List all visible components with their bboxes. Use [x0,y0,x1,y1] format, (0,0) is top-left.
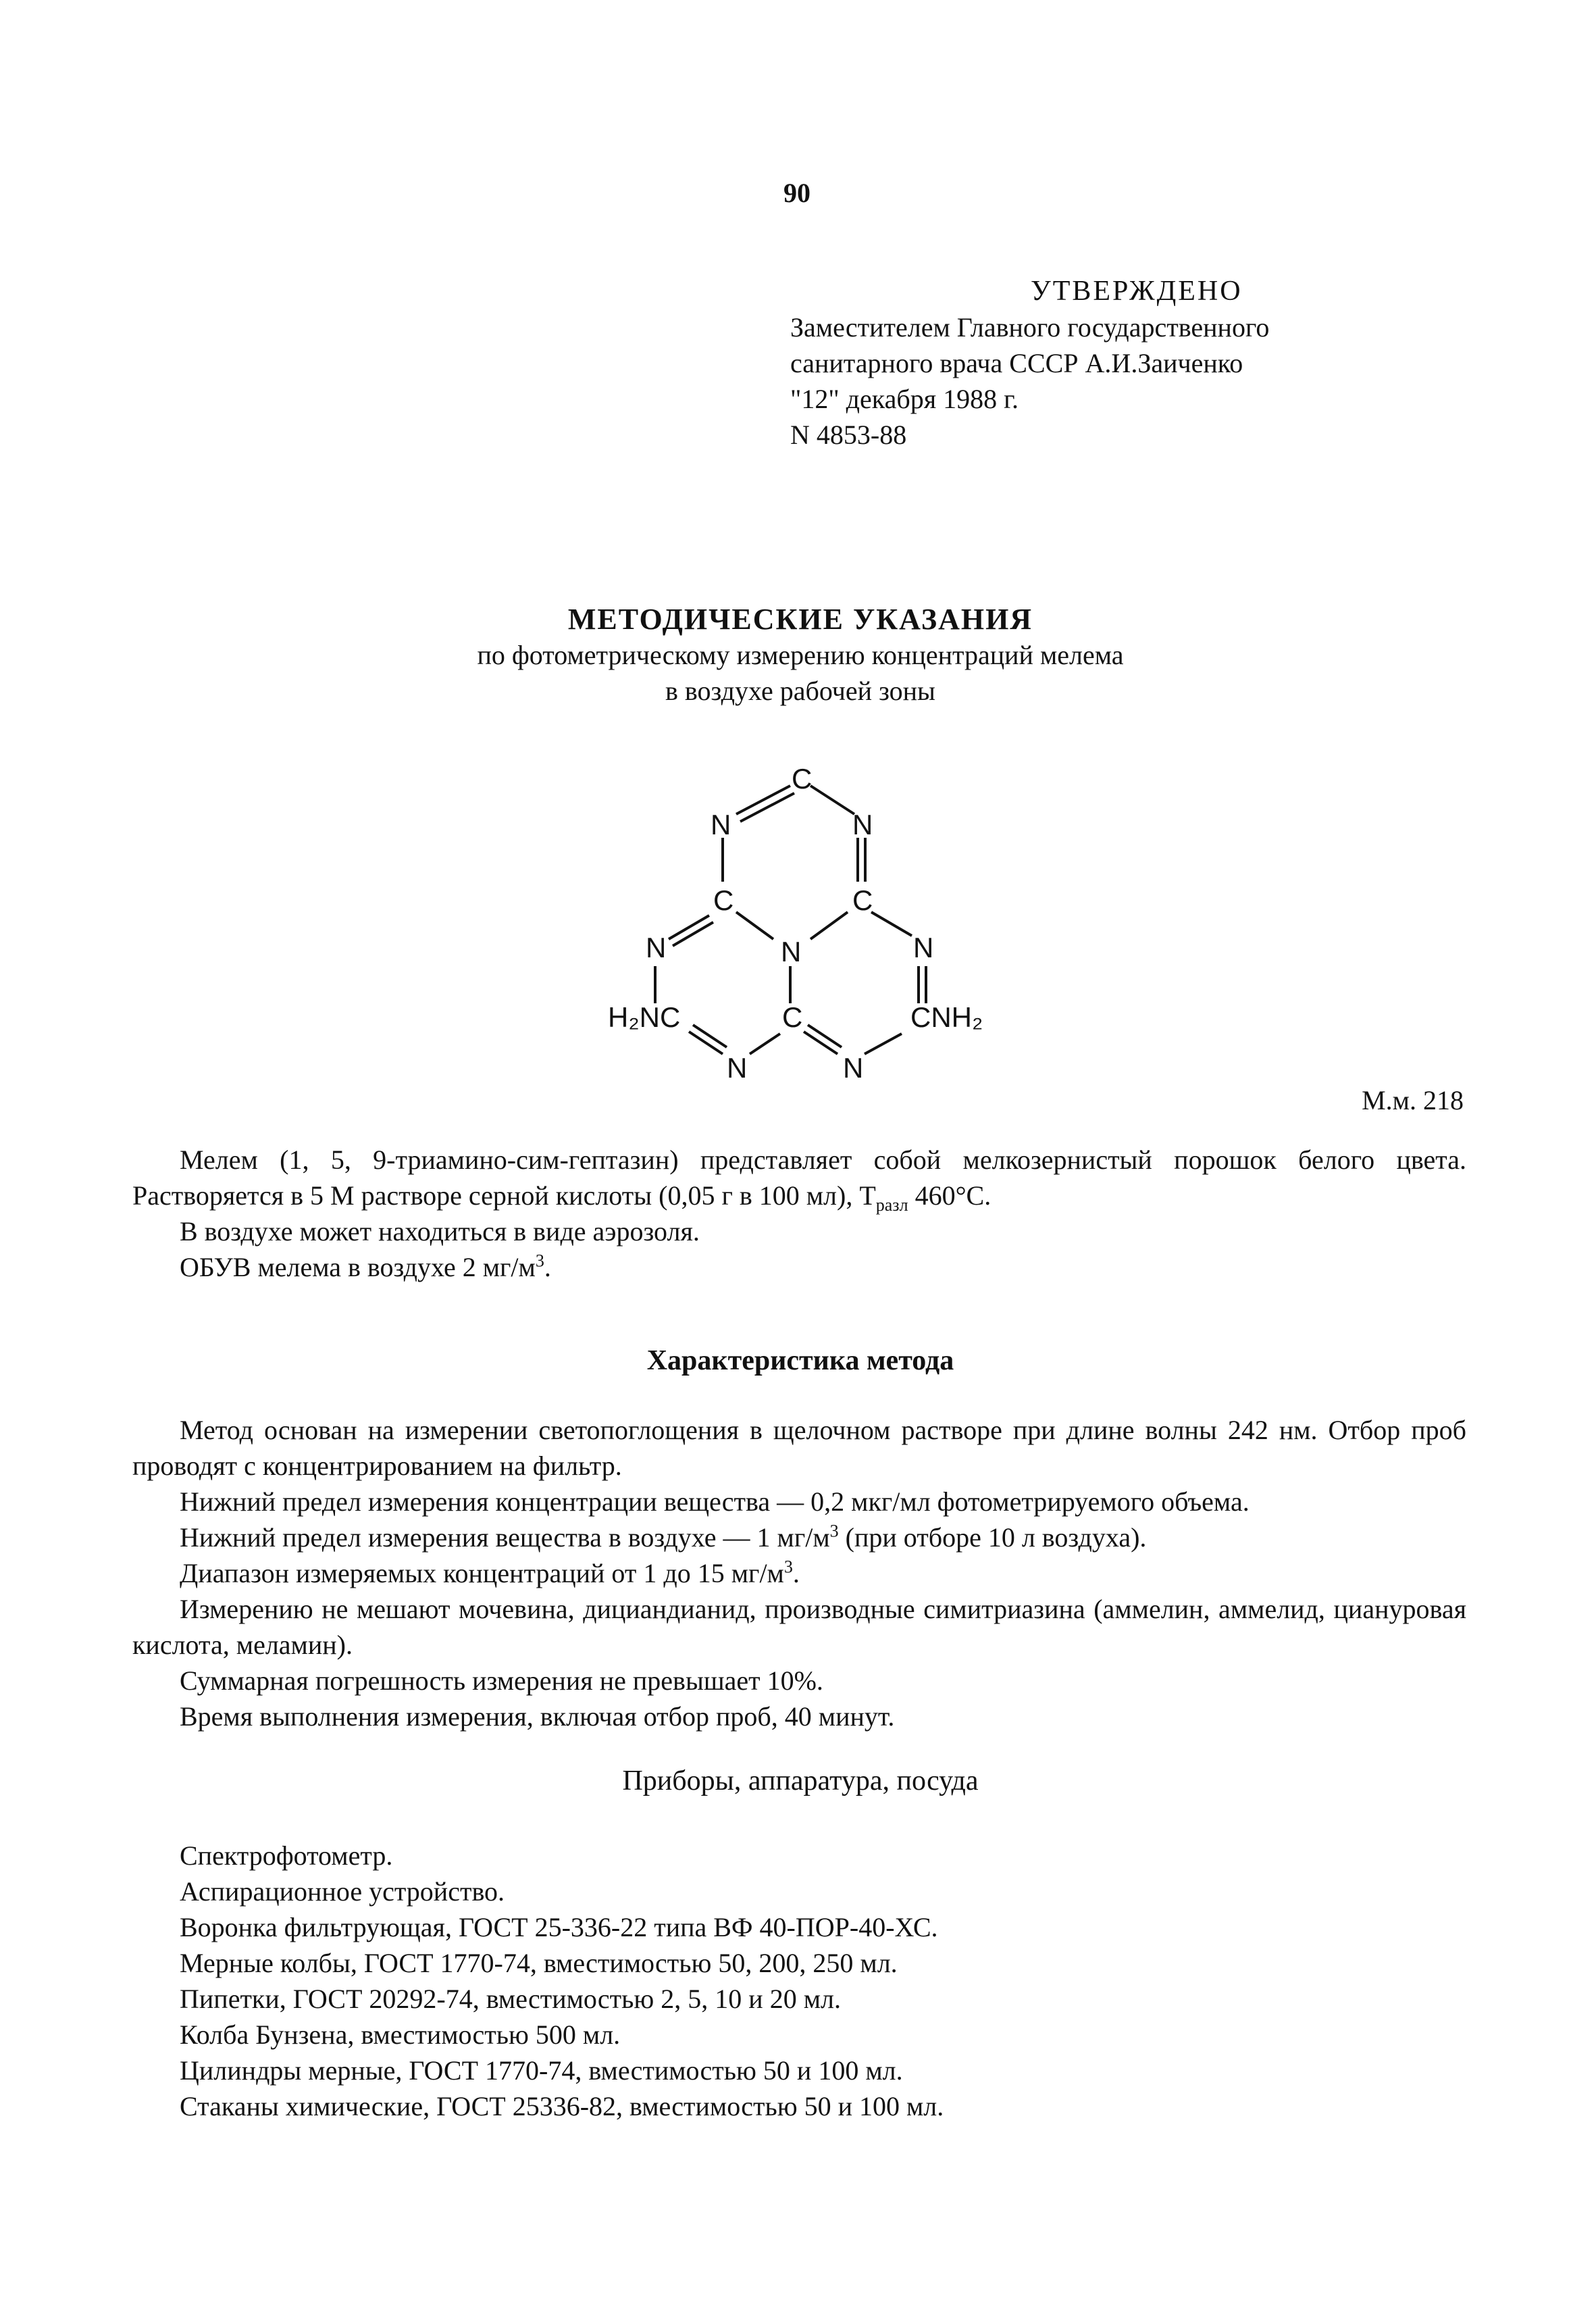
description-paragraph [132,1249,1466,1285]
structure-atoms [608,763,983,1084]
title-subtitle: по фотометрическому измерению концентраций мелема [477,640,1124,670]
approval-number: N 4853-88 [790,420,907,450]
method-paragraph [132,1519,1466,1555]
paragraph-text: (при отборе 10 л воздуха). [838,1522,1147,1553]
atom-label: N [646,932,667,963]
approval-line: Заместителем Главного государственного [790,312,1270,343]
approval-line: санитарного врача СССР А.И.Заиченко [790,348,1243,378]
equipment-heading: Приборы, аппаратура, посуда [622,1765,979,1796]
equipment-item: Пипетки, ГОСТ 20292-74, вместимостью 2, 5, 10 и 20 мл. [180,1984,841,2014]
molar-mass: М.м. 218 [1362,1085,1464,1115]
description-paragraph [132,1142,1466,1213]
atom-label: N [852,809,873,840]
bond [808,1025,842,1047]
bond [810,786,854,814]
method-paragraph: Метод основан на измерении светопоглощения в щелочном растворе при длине волны 242 нм. Отбор проб проводят с концентрированием на фильтр. [132,1415,1466,1481]
atom-label: C [782,1001,803,1033]
atom-label: N [727,1052,748,1084]
approval-block [790,274,1466,453]
atom-label: C [792,763,813,795]
document-title [270,601,1331,709]
bond [804,1032,838,1054]
superscript: 3 [829,1521,839,1541]
page-number: 90 [783,178,810,208]
bond [871,912,912,936]
atom-label: N [711,809,731,840]
equipment-item: Мерные колбы, ГОСТ 1770-74, вместимостью 50, 200, 250 мл. [180,1948,898,1978]
method-paragraph: Время выполнения измерения, включая отбор проб, 40 минут. [180,1701,895,1732]
equipment-item: Спектрофотометр. [180,1840,393,1871]
method-paragraph: Суммарная погрешность измерения не превышает 10%. [180,1665,823,1696]
approval-stamp: УТВЕРЖДЕНО [1031,276,1243,307]
paragraph-text: ОБУВ мелема в воздухе 2 мг/м [180,1252,536,1282]
superscript: 3 [535,1251,544,1271]
method-paragraph: Нижний предел измерения концентрации вещества — 0,2 мкг/мл фотометрируемого объема. [180,1486,1250,1517]
superscript: 3 [783,1557,793,1577]
structure-diagram [588,753,1047,1105]
paragraph-text: . [792,1558,800,1588]
atom-label: C [713,884,734,916]
method-paragraph [132,1555,1466,1591]
atom-label: N [781,936,802,967]
atom-label: H₂NC [608,1001,681,1033]
atom-label: N [913,932,934,963]
approval-date: "12" декабря 1988 г. [790,384,1019,414]
paragraph-text: Нижний предел измерения вещества в воздухе — 1 мг/м [180,1522,830,1553]
melem-structure-formula [588,753,1047,1105]
bond [693,1025,727,1047]
description-paragraph: В воздухе может находиться в виде аэрозоля. [180,1216,700,1247]
method-section [132,1412,1466,1734]
atom-label: CNH₂ [910,1001,983,1033]
paragraph-text: Диапазон измеряемых концентраций от 1 до 15 мг/м [180,1558,784,1588]
equipment-list [180,1838,1463,2124]
title-main: МЕТОДИЧЕСКИЕ УКАЗАНИЯ [567,603,1033,636]
atom-label: N [843,1052,864,1084]
method-paragraph: Измерению не мешают мочевина, дициандианид, производные симитриазина (аммелин, аммелид, циануровая кислота, меламин). [132,1594,1466,1660]
equipment-item: Стаканы химические, ГОСТ 25336-82, вместимостью 50 и 100 мл. [180,2091,944,2121]
equipment-item: Цилиндры мерные, ГОСТ 1770-74, вместимостью 50 и 100 мл. [180,2055,903,2086]
equipment-item: Колба Бунзена, вместимостью 500 мл. [180,2019,621,2050]
bond [689,1032,723,1054]
equipment-item: Аспирационное устройство. [180,1876,505,1907]
bond [736,912,773,939]
title-subtitle: в воздухе рабочей зоны [665,676,935,706]
paragraph-text: 460°С. [908,1180,992,1211]
paragraph-text: Мелем (1, 5, 9-триамино-сим-гептазин) представляет собой мелкозернистый порошок белого цвета. Растворяется в 5 М растворе серной кислоты (0,05 г в 100 мл), T [132,1145,1466,1211]
subscript: разл [875,1195,908,1215]
method-heading: Характеристика метода [646,1345,954,1376]
bond [865,1034,902,1054]
atom-label: C [852,884,873,916]
bond [750,1034,780,1054]
bond [810,912,848,939]
equipment-item: Воронка фильтрующая, ГОСТ 25-336-22 типа ВФ 40-ПОР-40-ХС. [180,1912,938,1942]
paragraph-text: . [544,1252,551,1282]
description-section [132,1142,1466,1285]
